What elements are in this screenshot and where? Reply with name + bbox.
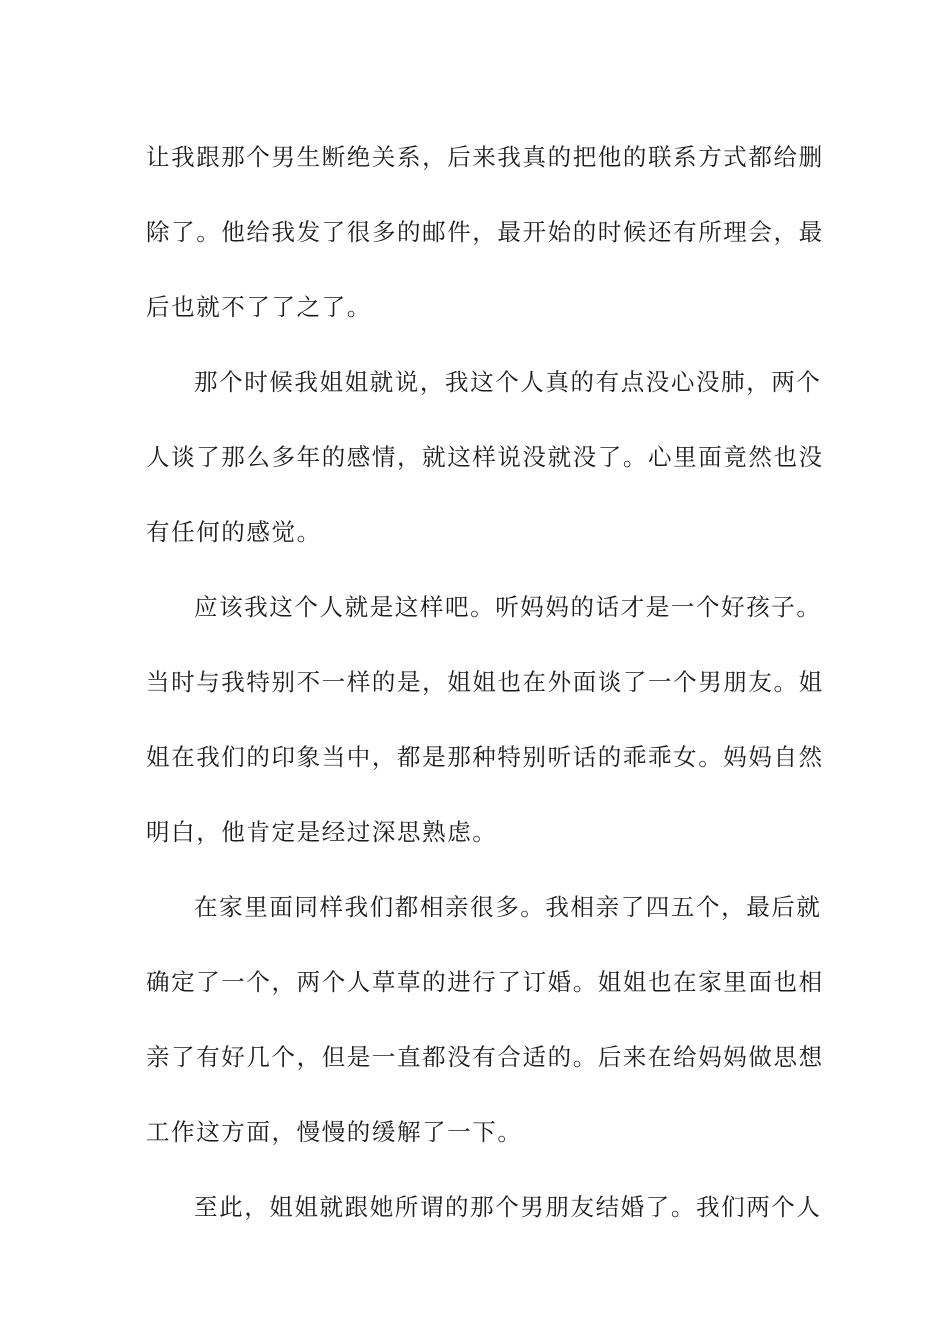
text-line-indented: 在家里面同样我们都相亲很多。我相亲了四五个，最后就	[194, 893, 822, 921]
text-line-indented: 应该我这个人就是这样吧。听妈妈的话才是一个好孩子。	[194, 593, 822, 621]
text-line: 人谈了那么多年的感情，就这样说没就没了。心里面竟然也没	[146, 443, 824, 471]
text-line: 除了。他给我发了很多的邮件，最开始的时候还有所理会，最	[146, 218, 824, 246]
body-text	[146, 120, 824, 1245]
text-line: 工作这方面，慢慢的缓解了一下。	[146, 1118, 523, 1146]
text-line: 让我跟那个男生断绝关系，后来我真的把他的联系方式都给删	[146, 143, 824, 171]
text-line: 明白，他肯定是经过深思熟虑。	[146, 818, 498, 846]
text-line-indented: 至此，姐姐就跟她所谓的那个男朋友结婚了。我们两个人	[194, 1193, 822, 1221]
text-line: 后也就不了了之了。	[146, 293, 372, 321]
text-line: 姐在我们的印象当中，都是那种特别听话的乖乖女。妈妈自然	[146, 743, 824, 771]
text-line: 当时与我特别不一样的是，姐姐也在外面谈了一个男朋友。姐	[146, 668, 824, 696]
text-line: 有任何的感觉。	[146, 518, 322, 546]
text-line: 确定了一个，两个人草草的进行了订婚。姐姐也在家里面也相	[146, 968, 824, 996]
text-line: 亲了有好几个，但是一直都没有合适的。后来在给妈妈做思想	[146, 1043, 824, 1071]
text-line-indented: 那个时候我姐姐就说，我这个人真的有点没心没肺，两个	[194, 368, 822, 396]
